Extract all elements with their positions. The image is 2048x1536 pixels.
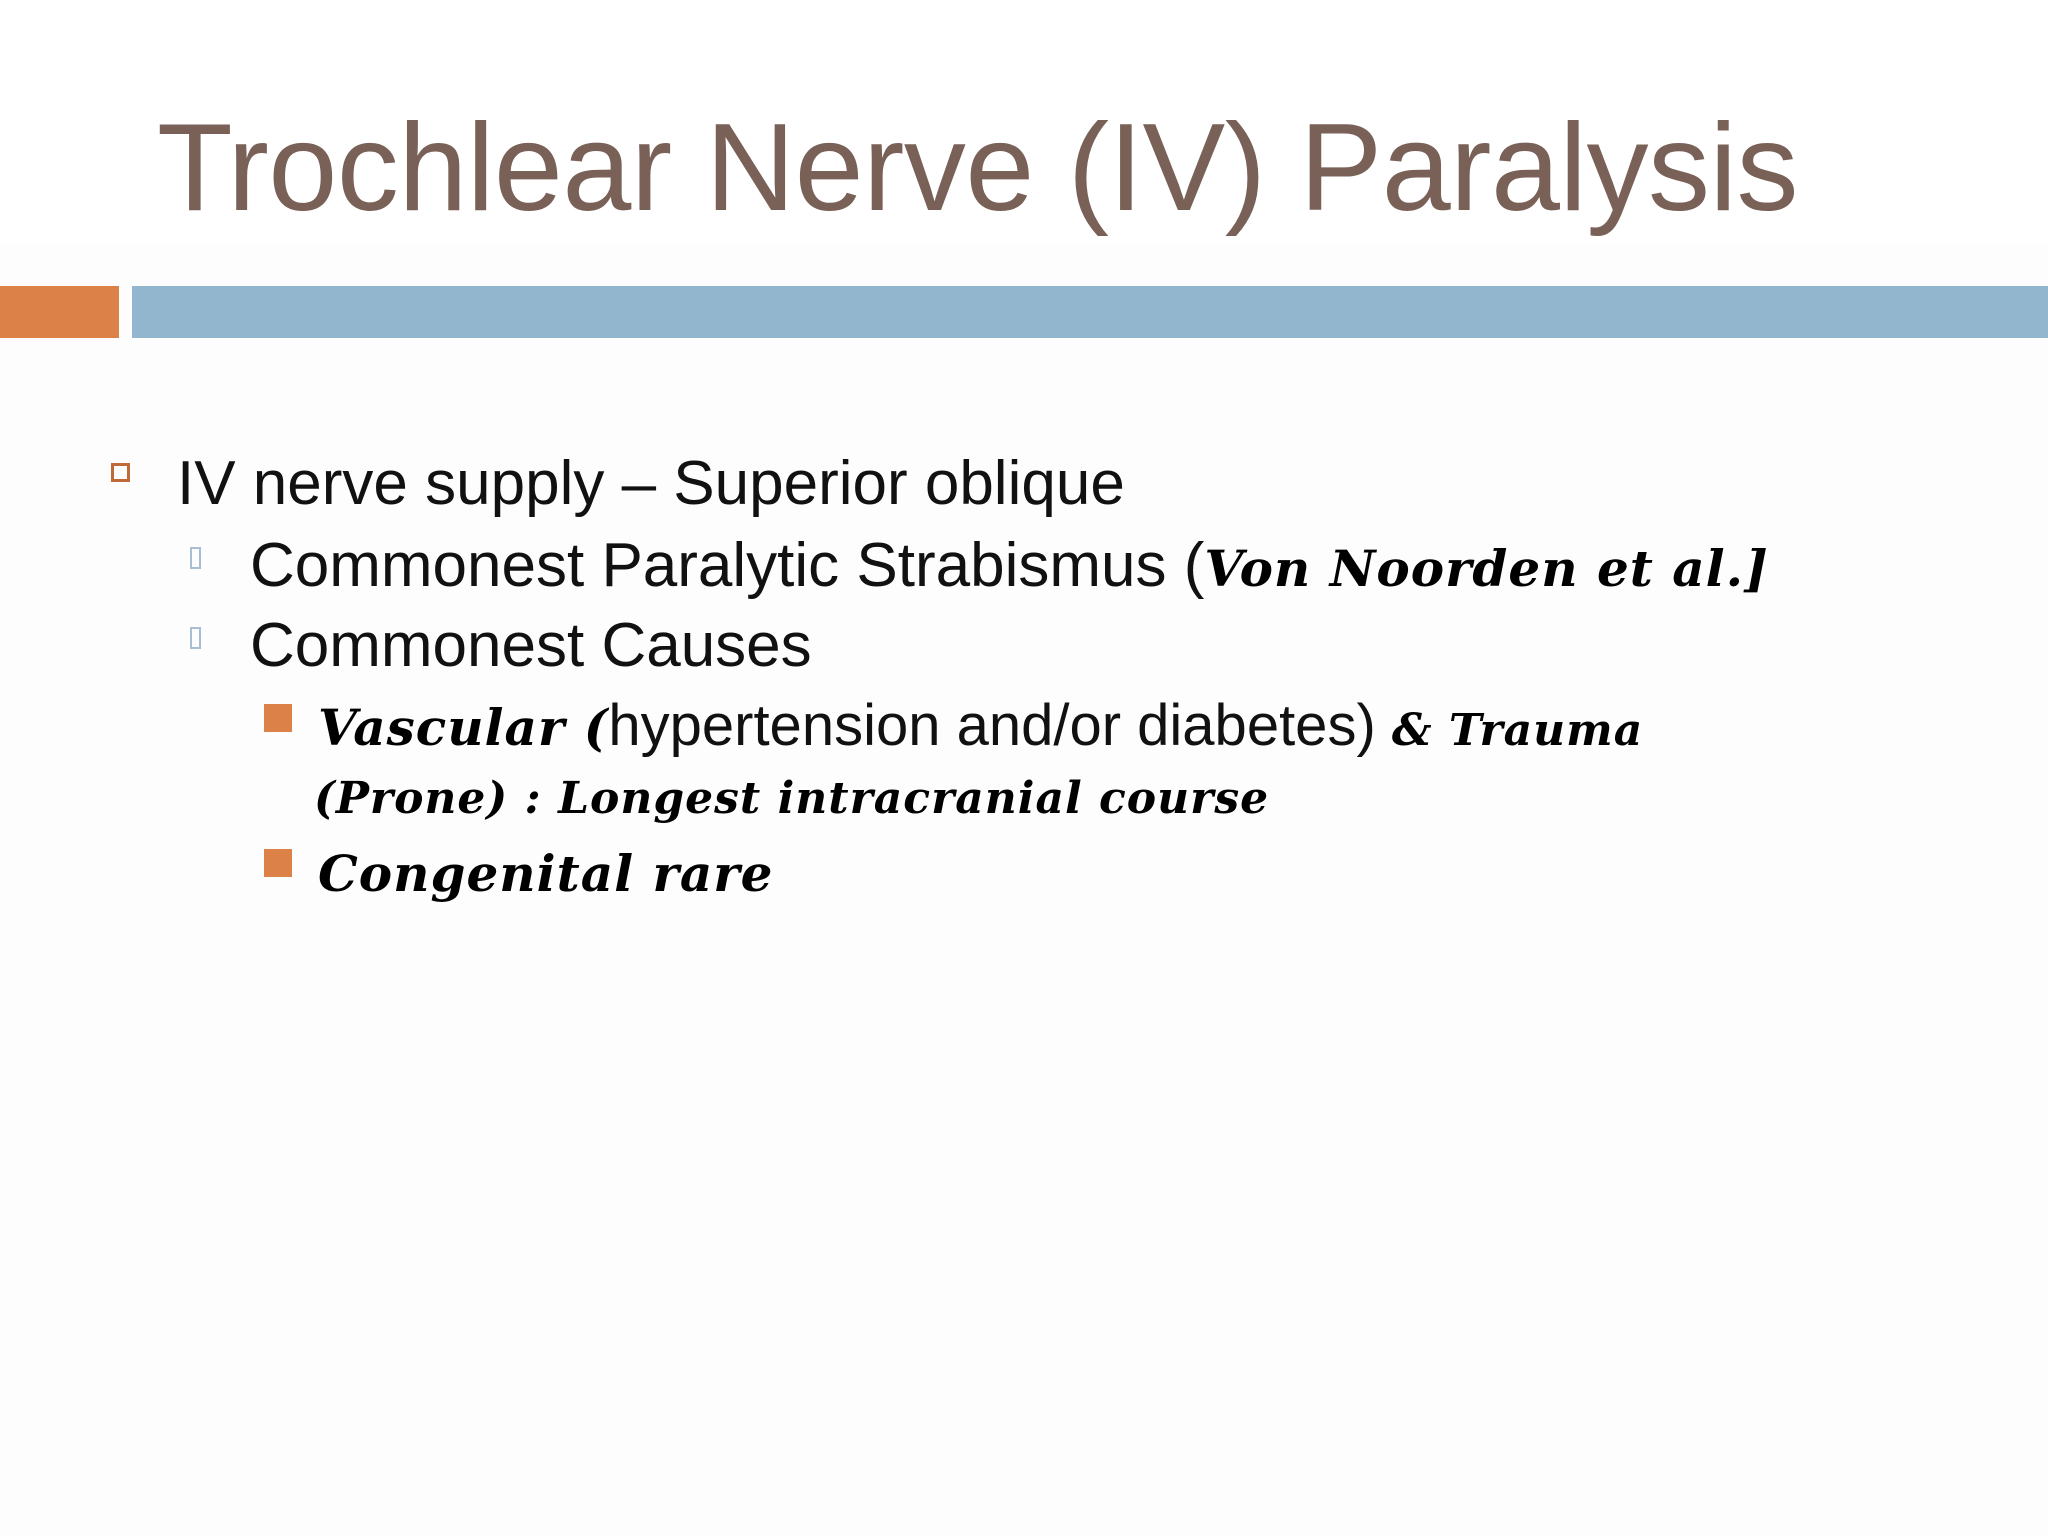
cause1-trauma: & Trauma bbox=[1391, 705, 1644, 756]
accent-bar-orange bbox=[0, 286, 119, 338]
slide-title: Trochlear Nerve (IV) Paralysis bbox=[157, 99, 1799, 237]
cause1-hypertension: hypertension and/or diabetes) bbox=[608, 693, 1376, 758]
cause1-vascular: Vascular ( bbox=[318, 698, 609, 757]
accent-bar-blue bbox=[132, 286, 2048, 338]
bullet-cause-vascular bbox=[318, 692, 1643, 765]
cause1-prone-course: (Prone) : Longest intracranial course bbox=[314, 773, 1270, 824]
bullet-cause-congenital bbox=[318, 838, 773, 908]
square-bullet-icon bbox=[264, 704, 292, 732]
cause2-congenital: Congenital rare bbox=[318, 844, 774, 903]
sub1-text: Commonest Paralytic Strabismus ( bbox=[250, 531, 1205, 600]
bullet-sub-commonest-causes: Commonest Causes bbox=[250, 611, 812, 680]
sub-bullet-icon bbox=[190, 627, 201, 649]
bullet-sub-commonest-strabismus bbox=[250, 530, 1769, 605]
sub-bullet-icon bbox=[190, 547, 201, 569]
citation-von-noorden: Von Noorden et al.] bbox=[1204, 539, 1769, 598]
bullet-level1: IV nerve supply – Superior oblique bbox=[177, 449, 1125, 518]
square-bullet-icon bbox=[264, 849, 292, 877]
hollow-square-bullet-icon bbox=[111, 463, 130, 482]
bullet-cause-vascular-line2 bbox=[314, 760, 1269, 833]
